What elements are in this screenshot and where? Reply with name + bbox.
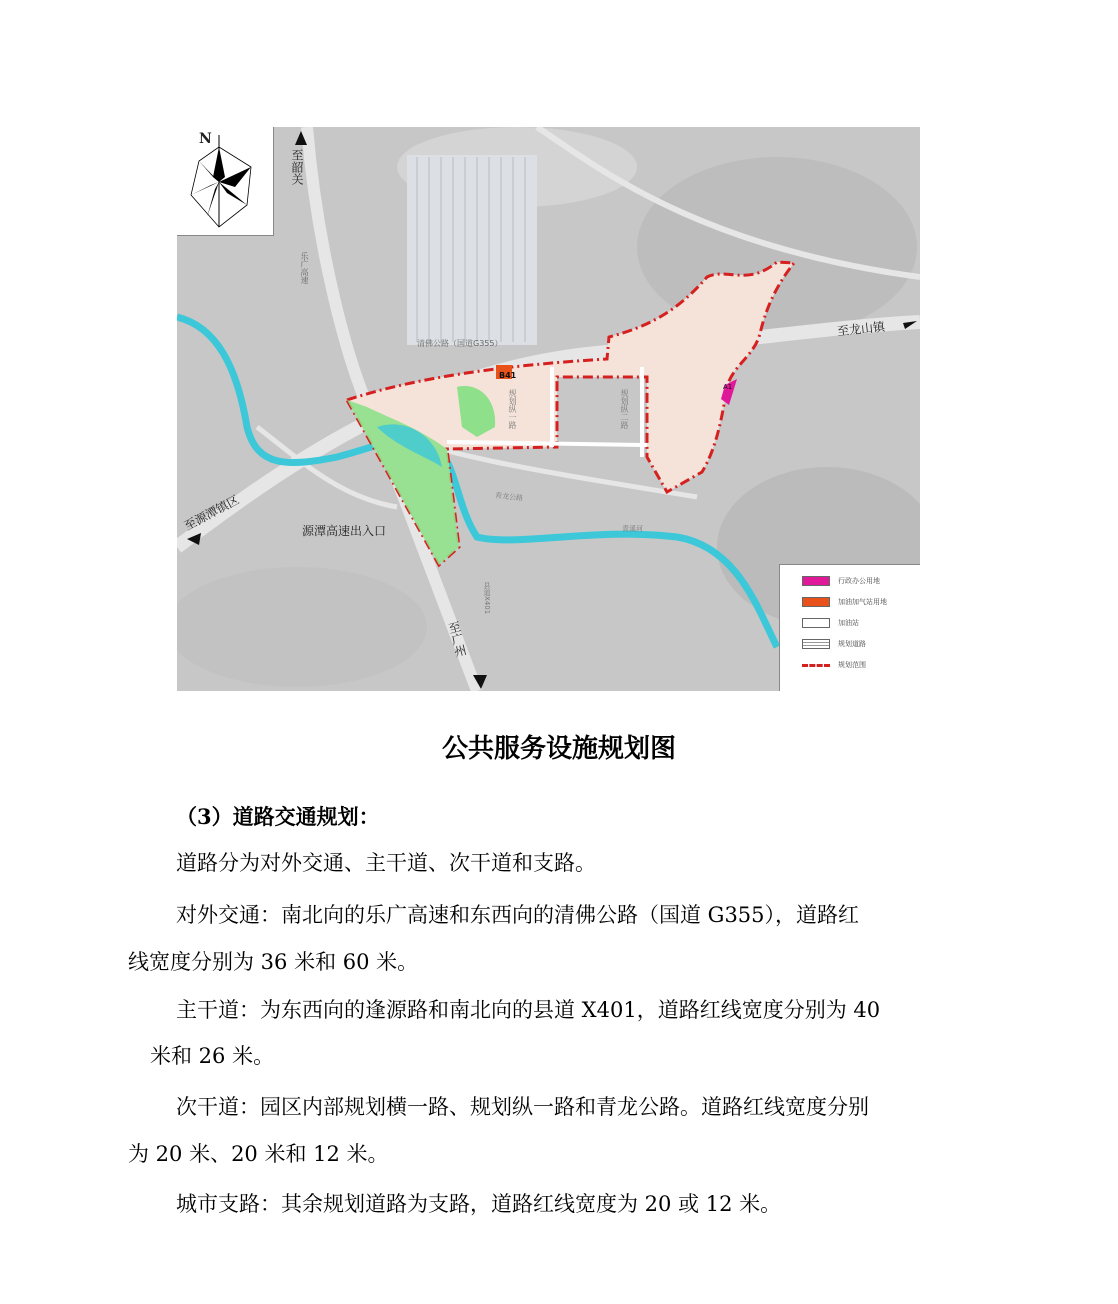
legend-item-office	[802, 575, 880, 587]
label-road-v2: 规划纵二路	[620, 389, 629, 429]
compass	[177, 127, 274, 236]
legend-swatch	[802, 618, 830, 628]
legend-item-planning-boundary	[802, 659, 866, 671]
label-qinglong-road: 青龙公路	[494, 491, 524, 503]
paragraph-line: 主干道：为东西向的逢源路和南北向的县道 X401，道路红线宽度分别为 40	[176, 998, 881, 1022]
label-office-code: A1	[723, 383, 733, 391]
legend-label: 行政办公用地	[838, 577, 880, 585]
paragraph-line: 次干道：园区内部规划横一路、规划纵一路和青龙公路。道路红线宽度分别	[176, 1095, 869, 1119]
label-gas-station-code: B41	[499, 371, 517, 380]
label-river: 青溪河	[622, 525, 643, 533]
legend-label: 规划道路	[838, 640, 866, 648]
figure-caption: 公共服务设施规划图	[441, 734, 676, 764]
legend-label: 加油加气站用地	[838, 598, 887, 606]
legend-item-planned-road	[802, 638, 866, 650]
legend-swatch	[802, 576, 830, 586]
legend-item-gas-station	[802, 617, 859, 629]
paragraph-line: 城市支路：其余规划道路为支路，道路红线宽度为 20 或 12 米。	[176, 1192, 782, 1216]
paragraph-line: 对外交通：南北向的乐广高速和东西向的清佛公路（国道 G355），道路红	[176, 903, 860, 927]
legend-swatch	[802, 639, 830, 649]
legend-swatch	[802, 597, 830, 607]
paragraph-line: 道路分为对外交通、主干道、次干道和支路。	[176, 851, 596, 875]
label-yueguang-expressway: 乐广高速	[300, 252, 309, 284]
label-to-yuantan-district: 至源潭镇区	[181, 492, 242, 534]
section-heading: （3）道路交通规划：	[176, 804, 380, 829]
label-to-longshan: 至龙山镇	[836, 319, 886, 339]
legend-label: 加油站	[838, 619, 859, 627]
paragraph-line: 线宽度分别为 36 米和 60 米。	[128, 950, 419, 974]
label-qingfo-road: 清佛公路（国道G355）	[417, 339, 503, 348]
label-yuantan-exit: 源潭高速出入口	[302, 524, 387, 538]
legend-item-gas-station-land	[802, 596, 887, 608]
label-to-guangzhou: 至广州	[445, 619, 469, 659]
legend-swatch	[802, 664, 830, 667]
map-legend	[779, 564, 920, 691]
north-label: N	[199, 131, 212, 147]
legend-label: 规划范围	[838, 661, 866, 669]
paragraph-line: 米和 26 米。	[150, 1044, 275, 1068]
label-to-shaoguan: 至韶关	[290, 149, 304, 185]
label-road-v1: 规划纵一路	[508, 389, 517, 429]
paragraph-line: 为 20 米、20 米和 12 米。	[128, 1142, 389, 1166]
planning-map	[177, 127, 920, 691]
label-county-road: 县道X401	[483, 582, 491, 615]
wind-rose-icon	[177, 127, 273, 235]
greenhouse-area	[407, 155, 537, 345]
